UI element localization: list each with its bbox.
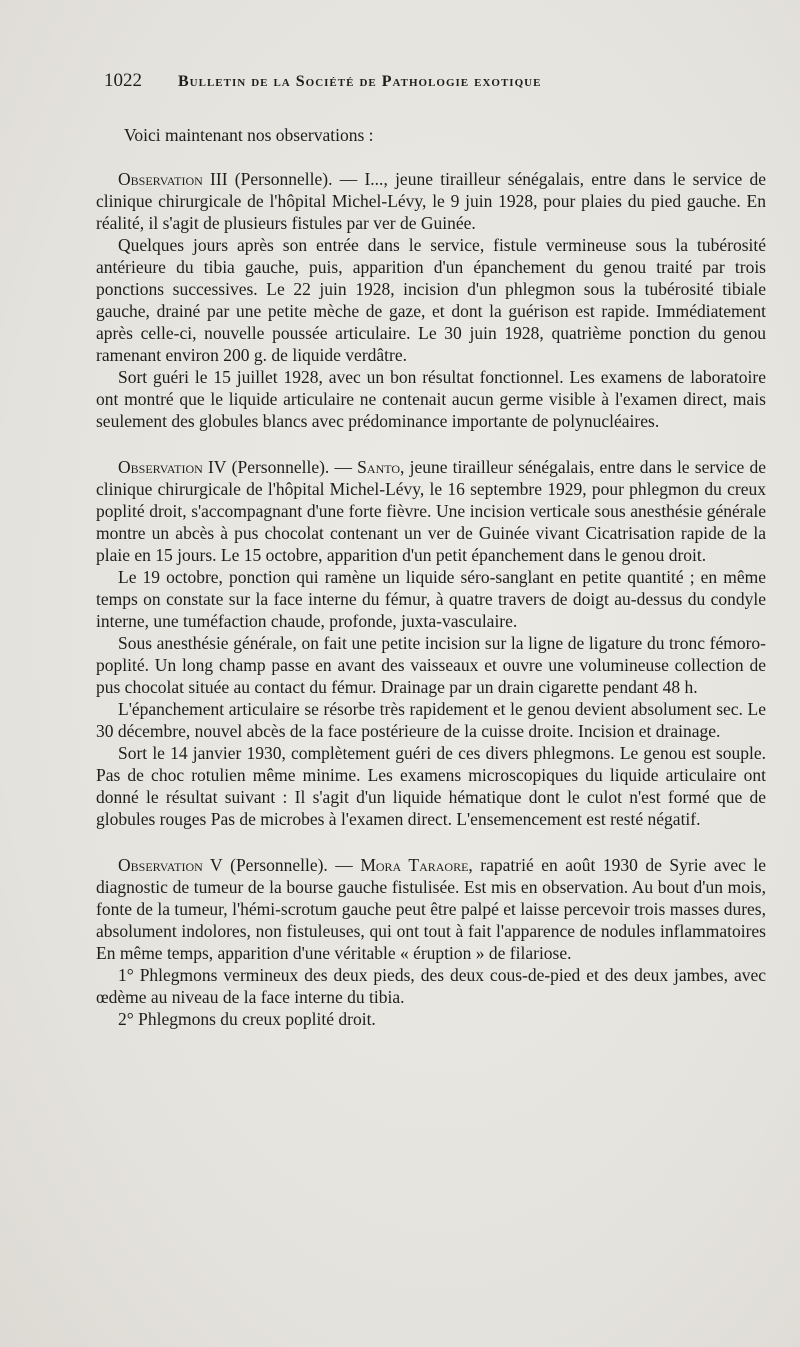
list-item-text: Phlegmons du creux poplité droit.: [133, 1009, 376, 1029]
observation-paragraph: [96, 168, 766, 234]
paragraph-text: , jeune tirailleur sénégalais, entre dans le service de clinique chirurgicale de l'hôpital Michel-Lévy, le 16 septembre 1929, pour phlegmon du creux poplité droit, s'accompagnant d'une forte fièvre. Une incision verticale sous anesthésie générale montre un abcès à pus chocolat contenant un ver de Guinée vivant Cicatrisation rapide de la plaie en 15 jours. Le 15 octobre, apparition d'un petit épanchement dans le genou droit.: [96, 457, 766, 565]
observation-label: Observation IV: [118, 457, 227, 477]
observation-qualifier: (Personnelle). —: [227, 169, 365, 189]
patient-name: Mora Taraore: [360, 855, 469, 875]
observation-paragraph: [96, 854, 766, 964]
observation-3: [96, 168, 766, 432]
list-item: [96, 964, 766, 1008]
observation-qualifier: (Personnelle). —: [226, 457, 358, 477]
page-number: 1022: [104, 70, 142, 91]
patient-name: Santo: [357, 457, 401, 477]
paragraph-text: , rapatrié en août 1930 de Syrie avec le diagnostic de tumeur de la bourse gauche fistulisée. Est mis en observation. Au bout d'un mois, fonte de la tumeur, l'hémi-scrotum gauche peut être palpé et laisse percevoir trois masses dures, absolument indolores, non fistuleuses, qui ont tout à fait l'apparence de nodules inflammatoires En même temps, apparition d'une véritable « éruption » de filariose.: [96, 855, 767, 963]
patient-name: I...: [364, 169, 384, 189]
observation-paragraph: Le 19 octobre, ponction qui ramène un liquide séro-sanglant en petite quantité ; en même temps on constate sur la face interne du fémur, à quatre travers de doigt au-dessus du condyle interne, une tuméfaction chaude, profonde, juxta-vasculaire.: [96, 567, 766, 631]
list-marker: 1°: [118, 965, 134, 985]
observation-paragraph: Sort le 14 janvier 1930, complètement guéri de ces divers phlegmons. Le genou est souple. Pas de choc rotulien même minime. Les examens microscopiques du liquide articulaire ont donné le résultat suivant : Il s'agit d'un liquide hématique dont le culot n'est formé que de globules rouges Pas de microbes à l'examen direct. L'ensemencement est resté négatif.: [96, 743, 766, 829]
observation-paragraph: L'épanchement articulaire se résorbe très rapidement et le genou devient absolument sec. Le 30 décembre, nouvel abcès de la face postérieure de la cuisse droite. Incision et drainage.: [96, 699, 766, 741]
list-marker: 2°: [118, 1009, 134, 1029]
list-item: [96, 1008, 766, 1030]
running-head: [96, 70, 766, 102]
observation-paragraph: Sort guéri le 15 juillet 1928, avec un bon résultat fonctionnel. Les examens de laboratoire ont montré que le liquide articulaire ne contenait aucun germe visible à l'examen direct, mais seulement des globules blancs avec prédominance importante de polynucléaires.: [96, 367, 766, 431]
observation-label: Observation V: [118, 855, 223, 875]
observation-label: Observation III: [118, 169, 228, 189]
observation-paragraph: [96, 456, 766, 566]
observation-5: [96, 854, 766, 1030]
observation-qualifier: (Personnelle). —: [222, 855, 361, 875]
paragraph-text: , jeune tirailleur sénégalais, entre dans le service de clinique chirurgicale de l'hôpital Michel-Lévy, le 9 juin 1928, pour plaies du pied gauche. En réalité, il s'agit de plusieurs fistules par ver de Guinée.: [96, 169, 766, 233]
observation-paragraph: Quelques jours après son entrée dans le service, fistule vermineuse sous la tubérosité antérieure du tibia gauche, puis, apparition d'un épanchement du genou traité par trois ponctions successives. Le 22 juin 1928, incision d'un phlegmon sous la tubérosité tibiale gauche, drainé par une petite mèche de gaze, et dont la guérison est rapide. Immédiatement après celle-ci, nouvelle poussée articulaire. Le 30 juin 1928, quatrième ponction du genou ramenant environ 200 g. de liquide verdâtre.: [96, 235, 766, 365]
intro-sentence: Voici maintenant nos observations :: [124, 125, 374, 145]
observation-paragraph: Sous anesthésie générale, on fait une petite incision sur la ligne de ligature du tronc fémoro-poplité. Un long champ passe en avant des vaisseaux et ouvre une volumineuse collection de pus chocolat située au contact du fémur. Drainage par un drain cigarette pendant 48 h.: [96, 633, 766, 697]
observation-4: [96, 456, 766, 830]
journal-title: Bulletin de la Société de Pathologie exotique: [178, 73, 542, 90]
list-item-text: Phlegmons vermineux des deux pieds, des deux cous-de-pied et des deux jambes, avec œdème au niveau de la face interne du tibia.: [96, 965, 766, 1007]
